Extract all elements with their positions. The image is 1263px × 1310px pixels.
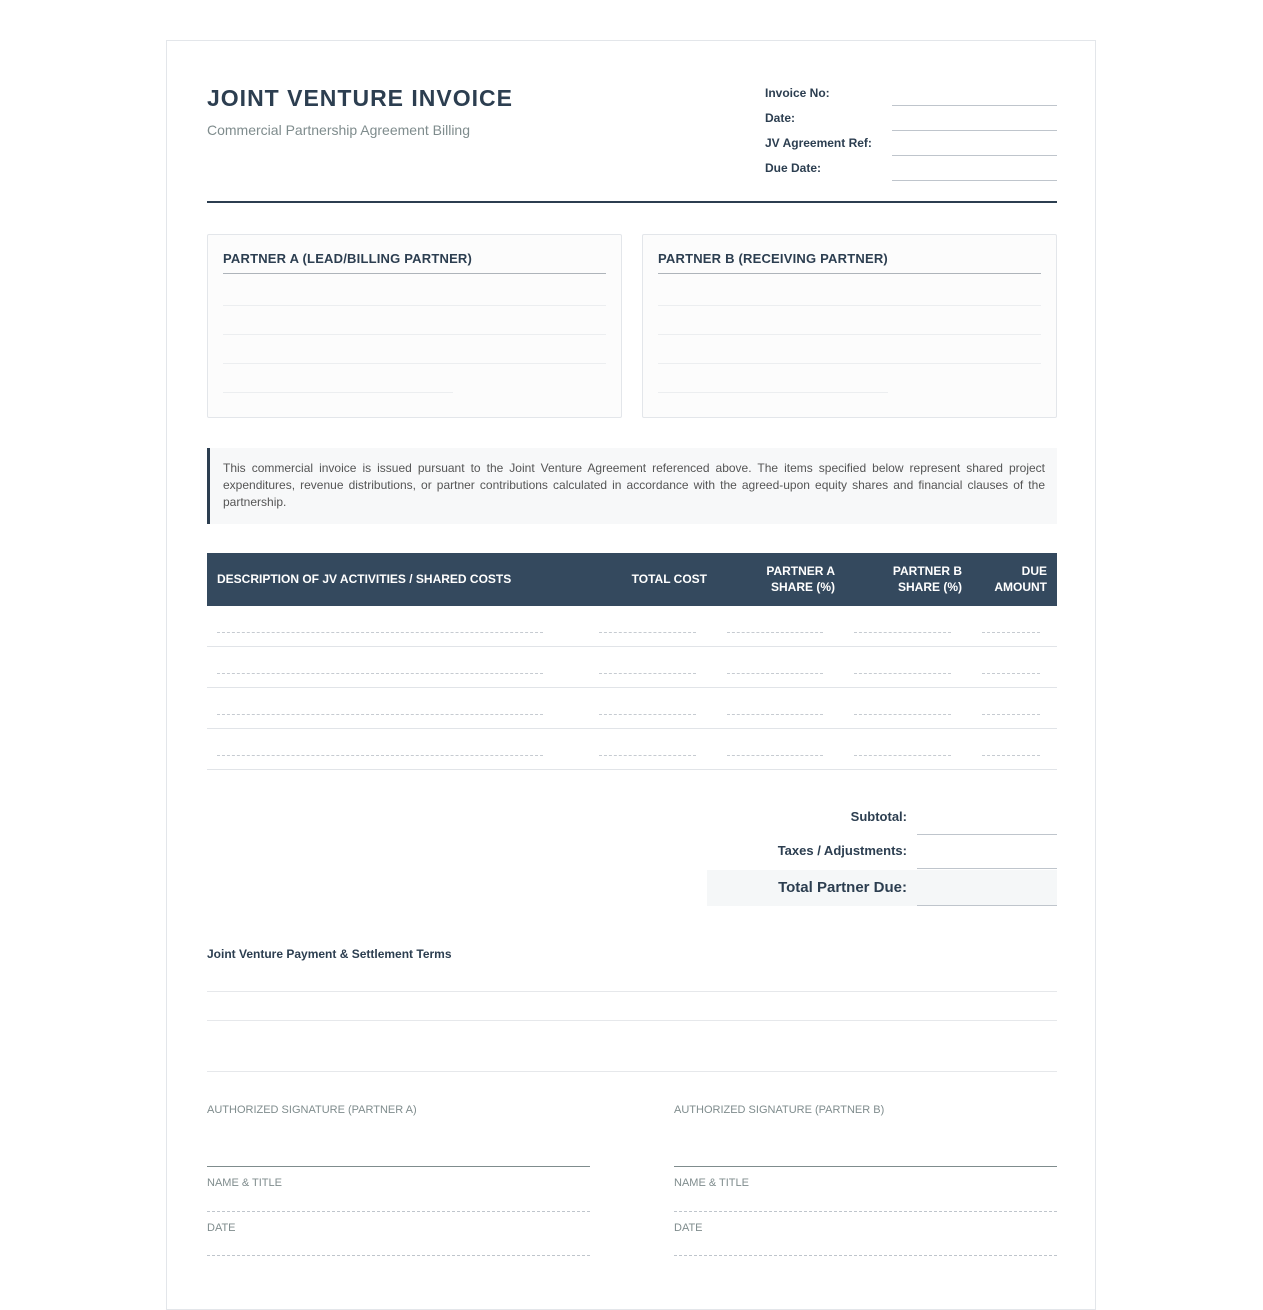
partner-a-line-1[interactable] (223, 305, 606, 306)
meta-row-invoice-no (765, 85, 1057, 110)
name-title-b-label: NAME & TITLE (674, 1177, 749, 1189)
row-total-cost-field[interactable] (599, 755, 696, 756)
total-due-label: Total Partner Due: (778, 879, 907, 896)
row-partner-b-share-field[interactable] (854, 755, 951, 756)
date-a-field[interactable] (207, 1255, 590, 1256)
row-description-field[interactable] (217, 714, 543, 715)
jv-ref-label: JV Agreement Ref: (765, 136, 872, 150)
column-header-due-amount: DUE AMOUNT (994, 564, 1047, 594)
taxes-field[interactable] (917, 868, 1057, 869)
name-title-b-field[interactable] (674, 1211, 1057, 1212)
partner-b-line-4[interactable] (658, 392, 888, 393)
partner-b-box (642, 234, 1057, 418)
signature-a-field[interactable] (207, 1166, 590, 1167)
invoice-note: This commercial invoice is issued pursuant to the Joint Venture Agreement referenced above. The items specified below represent shared project expenditures, revenue distributions, or partner contributions calculated in accordance with the agreed-upon equity shares and financial clauses of the partnership. (207, 448, 1057, 524)
table-row (207, 606, 1057, 647)
row-due-amount-field[interactable] (982, 632, 1040, 633)
table-header (207, 553, 1057, 606)
row-partner-a-share-field[interactable] (727, 714, 823, 715)
row-partner-a-share-field[interactable] (727, 755, 823, 756)
subtotal-field[interactable] (917, 834, 1057, 835)
column-header-partner-b-share: PARTNER B SHARE (%) (892, 564, 962, 594)
row-due-amount-field[interactable] (982, 755, 1040, 756)
due-date-label: Due Date: (765, 161, 822, 175)
subtotal-label: Subtotal: (850, 809, 907, 824)
terms-line-1[interactable] (207, 991, 1057, 992)
meta-row-due-date (765, 160, 1057, 185)
total-due-field[interactable] (917, 905, 1057, 906)
row-description-field[interactable] (217, 755, 543, 756)
partner-a-line-4[interactable] (223, 392, 453, 393)
row-partner-a-share-field[interactable] (727, 673, 823, 674)
meta-row-date (765, 110, 1057, 135)
column-header-total-cost: TOTAL COST (631, 572, 707, 586)
table-row (207, 688, 1057, 729)
meta-row-jv-ref (765, 135, 1057, 160)
terms-divider (207, 1071, 1057, 1072)
date-field[interactable] (892, 130, 1057, 131)
row-partner-b-share-field[interactable] (854, 714, 951, 715)
row-description-field[interactable] (217, 673, 543, 674)
date-label: Date: (765, 111, 796, 125)
partner-a-line-2[interactable] (223, 334, 606, 335)
partner-b-line-3[interactable] (658, 363, 1041, 364)
partner-a-box (207, 234, 622, 418)
name-title-a-label: NAME & TITLE (207, 1177, 282, 1189)
partner-b-title: PARTNER B (RECEIVING PARTNER) (658, 251, 1041, 274)
terms-title: Joint Venture Payment & Settlement Terms (207, 947, 452, 961)
row-due-amount-field[interactable] (982, 673, 1040, 674)
terms-line-2[interactable] (207, 1020, 1057, 1021)
table-row (207, 647, 1057, 688)
row-partner-b-share-field[interactable] (854, 632, 951, 633)
row-due-amount-field[interactable] (982, 714, 1040, 715)
invoice-no-label: Invoice No: (765, 86, 830, 100)
invoice-subtitle: Commercial Partnership Agreement Billing (207, 122, 470, 138)
date-b-label: DATE (674, 1222, 703, 1234)
row-partner-b-share-field[interactable] (854, 673, 951, 674)
signature-a-label: AUTHORIZED SIGNATURE (PARTNER A) (207, 1104, 417, 1116)
partner-a-line-3[interactable] (223, 363, 606, 364)
signature-b-field[interactable] (674, 1166, 1057, 1167)
row-total-cost-field[interactable] (599, 632, 696, 633)
invoice-title: JOINT VENTURE INVOICE (207, 85, 513, 111)
due-date-field[interactable] (892, 180, 1057, 181)
invoice-page (166, 40, 1096, 1310)
date-b-field[interactable] (674, 1255, 1057, 1256)
column-header-description: DESCRIPTION OF JV ACTIVITIES / SHARED COSTS (217, 572, 512, 586)
name-title-a-field[interactable] (207, 1211, 590, 1212)
column-header-partner-a-share: PARTNER A SHARE (%) (766, 564, 835, 594)
header-divider (207, 201, 1057, 203)
signature-b-label: AUTHORIZED SIGNATURE (PARTNER B) (674, 1104, 885, 1116)
invoice-no-field[interactable] (892, 105, 1057, 106)
row-partner-a-share-field[interactable] (727, 632, 823, 633)
date-a-label: DATE (207, 1222, 236, 1234)
partner-b-line-2[interactable] (658, 334, 1041, 335)
partner-a-title: PARTNER A (LEAD/BILLING PARTNER) (223, 251, 606, 274)
row-description-field[interactable] (217, 632, 543, 633)
taxes-label: Taxes / Adjustments: (777, 843, 907, 858)
table-row (207, 729, 1057, 770)
invoice-meta (765, 85, 1057, 185)
jv-ref-field[interactable] (892, 155, 1057, 156)
partner-b-line-1[interactable] (658, 305, 1041, 306)
row-total-cost-field[interactable] (599, 714, 696, 715)
row-total-cost-field[interactable] (599, 673, 696, 674)
